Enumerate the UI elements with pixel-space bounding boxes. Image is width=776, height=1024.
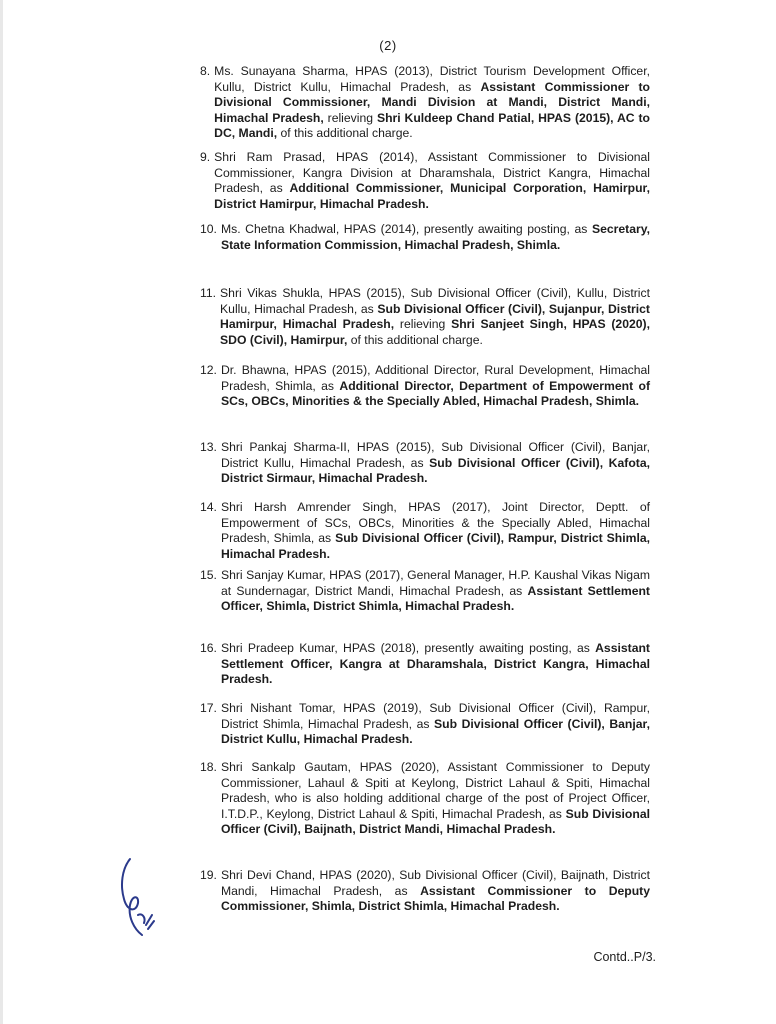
- item-number: 9.: [200, 150, 211, 164]
- list-item: [200, 760, 650, 838]
- item-text: Shri Harsh Amrender Singh, HPAS (2017), Joint Director, Deptt. of Empowerment of SCs, OBCs, Minorities & the Specially Abled, Himachal Pradesh, Shimla, as Sub Divisional Officer (Civil), Rampur, District Shimla, Himachal Pradesh.: [220, 500, 650, 561]
- list-item: [200, 500, 650, 562]
- item-text: Ms. Sunayana Sharma, HPAS (2013), District Tourism Development Officer, Kullu, District Kullu, Himachal Pradesh, as Assistant Commissioner to Divisional Commissioner, Mandi Division at Mandi, District Mandi, Himachal Pradesh, relieving Shri Kuldeep Chand Patial, HPAS (2015), AC to DC, Mandi, of this additional charge.: [214, 64, 651, 140]
- list-item: [200, 64, 650, 142]
- list-item: [200, 868, 650, 915]
- item-number: 10.: [200, 222, 217, 236]
- item-number: 12.: [200, 363, 217, 377]
- list-item: [200, 222, 650, 253]
- item-number: 15.: [200, 568, 217, 582]
- item-number: 13.: [200, 440, 217, 454]
- list-item: [200, 286, 650, 348]
- page-number: (2): [379, 38, 397, 53]
- item-number: 19.: [200, 868, 217, 882]
- handwritten-signature: [108, 855, 158, 945]
- list-item: [200, 440, 650, 487]
- item-text: Shri Sanjay Kumar, HPAS (2017), General Manager, H.P. Kaushal Vikas Nigam at Sundernagar, District Mandi, Himachal Pradesh, as Assistant Settlement Officer, Shimla, District Shimla, Himachal Pradesh.: [220, 568, 650, 613]
- item-number: 11.: [200, 286, 217, 300]
- item-text: Shri Pankaj Sharma-II, HPAS (2015), Sub Divisional Officer (Civil), Banjar, District Kullu, Himachal Pradesh, as Sub Divisional Officer (Civil), Kafota, District Sirmaur, Himachal Pradesh.: [220, 440, 650, 485]
- item-number: 16.: [200, 641, 217, 655]
- page-edge-shadow: [0, 0, 3, 1024]
- list-item: [200, 568, 650, 615]
- item-number: 8.: [200, 64, 211, 78]
- item-text: Dr. Bhawna, HPAS (2015), Additional Director, Rural Development, Himachal Pradesh, Shimla, as Additional Director, Department of Empowerment of SCs, OBCs, Minorities & the Specially Abled, Himachal Pradesh, Shimla.: [220, 363, 651, 408]
- item-number: 17.: [200, 701, 217, 715]
- list-item: [200, 150, 650, 212]
- item-number: 18.: [200, 760, 217, 774]
- list-item: [200, 701, 650, 748]
- list-item: [200, 363, 650, 410]
- item-text: Shri Sankalp Gautam, HPAS (2020), Assistant Commissioner to Deputy Commissioner, Lahaul & Spiti at Keylong, District Lahaul & Spiti, Himachal Pradesh, who is also holding additional charge of the post of Project Officer, I.T.D.P., Keylong, District Lahaul & Spiti, Himachal Pradesh, as Sub Divisional Officer (Civil), Baijnath, District Mandi, Himachal Pradesh.: [220, 760, 650, 836]
- item-text: Shri Ram Prasad, HPAS (2014), Assistant Commissioner to Divisional Commissioner, Kangra Division at Dharamshala, District Kangra, Himachal Pradesh, as Additional Commissioner, Municipal Corporation, Hamirpur, District Hamirpur, Himachal Pradesh.: [214, 150, 650, 211]
- item-text: Ms. Chetna Khadwal, HPAS (2014), presently awaiting posting, as Secretary, State Information Commission, Himachal Pradesh, Shimla.: [220, 222, 650, 252]
- item-text: Shri Pradeep Kumar, HPAS (2018), presently awaiting posting, as Assistant Settlement Officer, Kangra at Dharamshala, District Kangra, Himachal Pradesh.: [220, 641, 650, 686]
- item-number: 14.: [200, 500, 217, 514]
- list-item: [200, 641, 650, 688]
- continued-note: Contd..P/3.: [593, 950, 656, 964]
- item-text: Shri Nishant Tomar, HPAS (2019), Sub Divisional Officer (Civil), Rampur, District Shimla, Himachal Pradesh, as Sub Divisional Officer (Civil), Banjar, District Kullu, Himachal Pradesh.: [220, 701, 650, 746]
- item-text: Shri Devi Chand, HPAS (2020), Sub Divisional Officer (Civil), Baijnath, District Mandi, Himachal Pradesh, as Assistant Commissioner to Deputy Commissioner, Shimla, District Shimla, Himachal Pradesh.: [220, 868, 650, 913]
- item-text: Shri Vikas Shukla, HPAS (2015), Sub Divisional Officer (Civil), Kullu, District Kullu, Himachal Pradesh, as Sub Divisional Officer (Civil), Sujanpur, District Hamirpur, Himachal Pradesh, relieving Shri Sanjeet Singh, HPAS (2020), SDO (Civil), Hamirpur, of this additional charge.: [220, 286, 650, 347]
